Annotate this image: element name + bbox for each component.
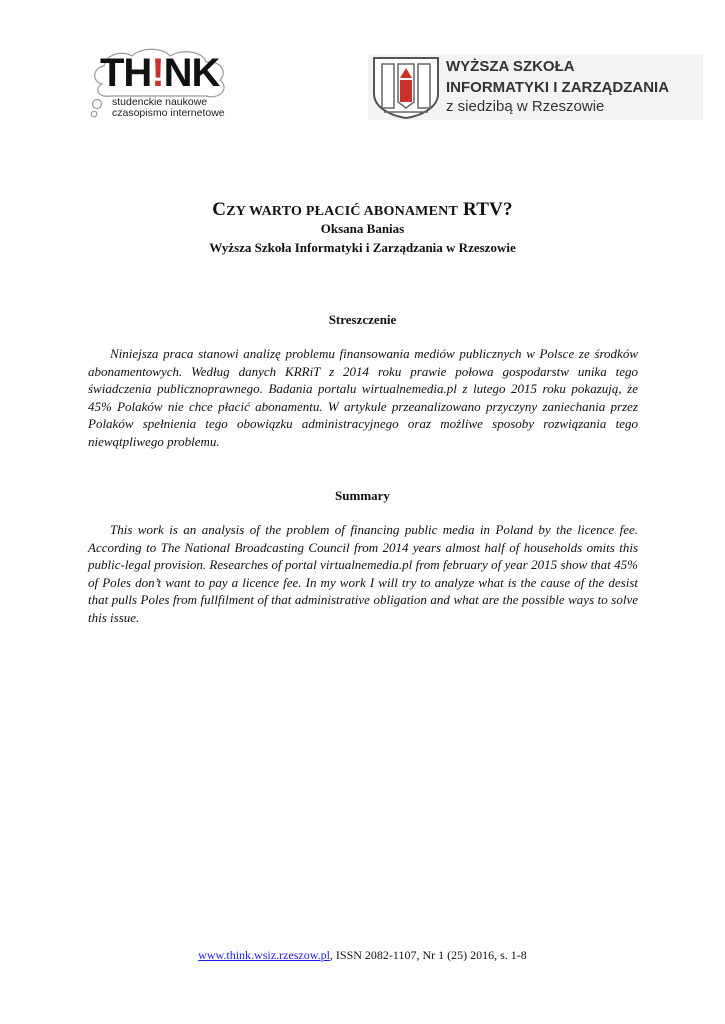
title-small-caps: ZY WARTO PŁACIĆ ABONAMENT — [226, 204, 458, 219]
abstract-pl-text: Niniejsza praca stanowi analizę problemu finansowania mediów publicznych w Polsce ze środków abonamentowych. Według danych KRRiT z 2014 roku prawie połowa gospodarstw unika tego świadczenia publicznoprawnego. Badania portalu wirtualnemedia.pl z lutego 2015 roku pokazują, że 45% Polaków nie chce płacić abonamentu. W artykule przeanalizowano przyczyny zaniechania przez Polaków spełnienia tego obowiązku administracyjnego oraz możliwe sposoby rozwiązania tego niewątpliwego problemu. — [88, 346, 638, 449]
title-initial: C — [212, 199, 227, 220]
think-tagline-2: czasopismo internetowe — [112, 107, 225, 119]
wsiz-name-line-1: WYŻSZA SZKOŁA — [446, 58, 575, 75]
article-author: Oksana Banias — [320, 221, 405, 236]
think-exclamation: ! — [151, 51, 164, 95]
article-affiliation: Wyższa Szkoła Informatyki i Zarządzania w Rzeszowie — [209, 240, 516, 255]
citation-text: , ISSN 2082-1107, Nr 1 (25) 2016, s. 1-8 — [329, 948, 527, 962]
title-tail: RTV? — [458, 199, 513, 220]
wsiz-emblem-icon — [374, 58, 438, 118]
wsiz-name-line-3: z siedzibą w Rzeszowie — [446, 98, 605, 115]
abstract-en-heading: Summary — [335, 488, 390, 503]
abstract-pl-heading: Streszczenie — [328, 312, 397, 327]
wsiz-name-line-2: INFORMATYKI I ZARZĄDZANIA — [446, 79, 670, 96]
abstract-en-text: This work is an analysis of the problem of financing public media in Poland by the licence fee. According to The National Broadcasting Council from 2014 years almost half of households omits this public-legal provision. Researches of portal virtualnemedia.pl from february of year 2015 show that 45% of Poles don’t want to pay a licence fee. In my work I will try to analyze what is the cause of the desist that pulls Poles from fullfilment of that administrative obligation and what are the possible ways to solve this issue. — [88, 522, 638, 625]
page-footer — [0, 948, 725, 963]
journal-link[interactable]: www.think.wsiz.rzeszow.pl — [198, 948, 330, 962]
think-wordmark: TH!NK — [100, 51, 220, 95]
think-tagline-1: studenckie naukowe — [112, 96, 208, 108]
article-title — [0, 199, 725, 221]
